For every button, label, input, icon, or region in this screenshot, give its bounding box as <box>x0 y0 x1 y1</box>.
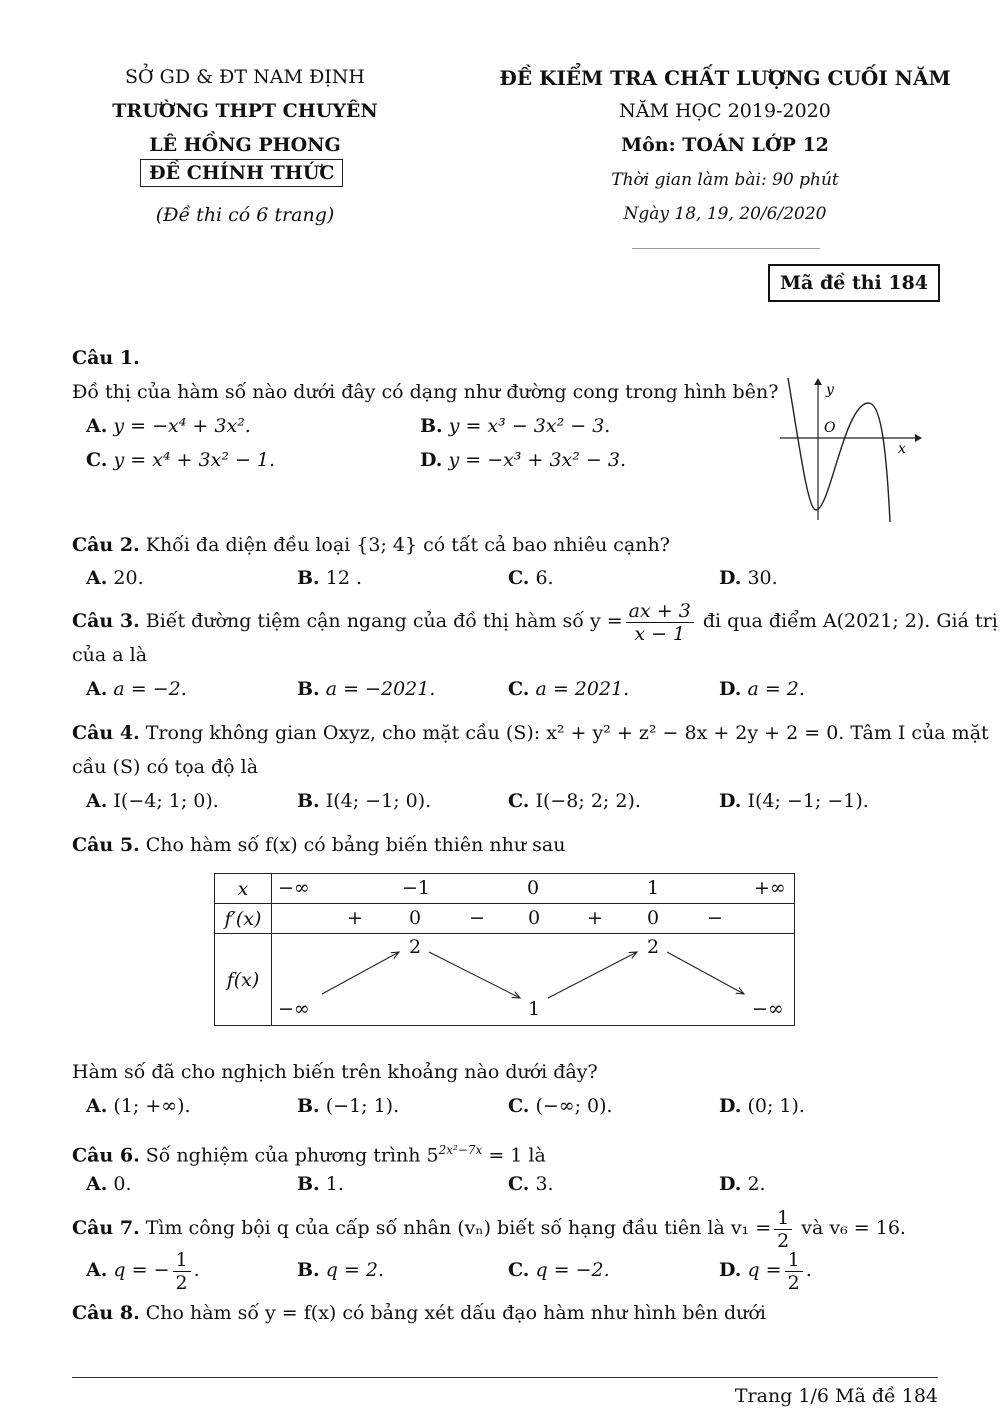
q1-option-a-text: y = −x⁴ + 3x². <box>113 415 251 437</box>
q5-option-d[interactable] <box>719 1092 805 1120</box>
q1-option-c-text: y = x⁴ + 3x² − 1. <box>113 449 276 471</box>
option-label: D. <box>719 1095 742 1117</box>
vt-f-row <box>272 934 795 1026</box>
increasing-arrow-icon <box>548 952 637 998</box>
q7-option-c-text: q = −2. <box>535 1259 610 1281</box>
q7-option-d-before: q = <box>747 1259 782 1281</box>
q2-label: Câu 2. <box>72 534 140 556</box>
x-axis-label: x <box>898 441 906 457</box>
q7-a-num: 1 <box>173 1249 191 1272</box>
option-label: D. <box>719 678 742 700</box>
q2-option-d-text: 30. <box>747 567 778 589</box>
q7-option-d-fraction <box>785 1249 803 1294</box>
option-label: B. <box>297 1259 320 1281</box>
vt-x-row <box>272 874 795 904</box>
q2-option-a[interactable] <box>86 564 144 592</box>
option-label: C. <box>508 1259 530 1281</box>
option-label: B. <box>297 1173 320 1195</box>
q2-option-c[interactable] <box>508 564 554 592</box>
q5-option-b[interactable] <box>297 1092 399 1120</box>
q1-graph <box>770 370 930 530</box>
q6-stem <box>72 1136 546 1169</box>
vt-sign: + <box>347 907 363 929</box>
subject: Môn: TOÁN LỚP 12 <box>621 134 829 156</box>
vt-sign: 0 <box>647 907 660 929</box>
q1-option-b[interactable] <box>420 412 610 440</box>
q2-option-a-text: 20. <box>113 567 144 589</box>
increasing-arrow-icon <box>322 952 399 994</box>
pages-note: (Đề thi có 6 trang) <box>155 204 335 226</box>
q3-option-b[interactable] <box>297 675 435 703</box>
q2-stem <box>72 531 670 559</box>
option-label: A. <box>86 415 108 437</box>
school-name-line2: LÊ HỒNG PHONG <box>149 134 341 156</box>
q2-option-b[interactable] <box>297 564 362 592</box>
q2-option-b-text: 12 . <box>325 567 362 589</box>
q6-option-d[interactable] <box>719 1170 766 1198</box>
q5-stem <box>72 831 565 859</box>
q1-option-a[interactable] <box>86 412 251 440</box>
q7-a-den: 2 <box>175 1271 188 1294</box>
decreasing-arrow-icon <box>667 952 744 994</box>
q3-text-before: Biết đường tiệm cận ngang của đồ thị hàm số y = <box>145 610 623 632</box>
exam-date: Ngày 18, 19, 20/6/2020 <box>623 204 827 224</box>
option-label: C. <box>508 1095 530 1117</box>
vt-arrows <box>272 934 794 1026</box>
vt-sign: − <box>707 907 723 929</box>
q6-option-d-text: 2. <box>747 1173 766 1195</box>
option-label: C. <box>508 1173 530 1195</box>
q6-option-c-text: 3. <box>535 1173 554 1195</box>
q7-option-c[interactable] <box>508 1256 610 1284</box>
q4-option-a[interactable] <box>86 787 219 815</box>
vt-x-value: −∞ <box>278 877 310 899</box>
q3-text-after: đi qua điểm A(2021; 2). Giá trị <box>702 610 998 632</box>
q7-text-after: và v₆ = 16. <box>801 1217 906 1239</box>
option-label: A. <box>86 790 108 812</box>
vt-fprime-row <box>272 904 795 934</box>
q8-stem <box>72 1299 766 1327</box>
q3-option-c-text: a = 2021. <box>535 678 630 700</box>
q8-label: Câu 8. <box>72 1302 140 1324</box>
q5-question: Hàm số đã cho nghịch biến trên khoảng nào dưới đây? <box>72 1061 598 1083</box>
q6-option-b-text: 1. <box>325 1173 344 1195</box>
q1-option-c[interactable] <box>86 446 275 474</box>
vt-f-value: 2 <box>409 936 422 958</box>
q4-option-d[interactable] <box>719 787 869 815</box>
q5-option-b-text: (−1; 1). <box>325 1095 400 1117</box>
q3-frac-den: x − 1 <box>634 622 686 645</box>
function-curve <box>788 378 890 522</box>
q3-label: Câu 3. <box>72 610 140 632</box>
q6-option-c[interactable] <box>508 1170 554 1198</box>
q3-option-d[interactable] <box>719 675 805 703</box>
option-label: C. <box>508 567 530 589</box>
q1-option-d-text: y = −x³ + 3x² − 3. <box>448 449 626 471</box>
q4-label: Câu 4. <box>72 722 140 744</box>
q4-option-a-text: I(−4; 1; 0). <box>113 790 219 812</box>
q7-option-a-before: q = − <box>113 1259 170 1281</box>
variation-table <box>214 873 795 1026</box>
q4-option-c-text: I(−8; 2; 2). <box>535 790 641 812</box>
q7-text-before: Tìm công bội q của cấp số nhân (vₙ) biết số hạng đầu tiên là v₁ = <box>145 1217 772 1239</box>
q7-frac-num: 1 <box>774 1207 792 1230</box>
vt-f-header: f(x) <box>215 934 272 1026</box>
footer-divider <box>72 1377 938 1378</box>
x-axis-arrow-icon <box>915 434 922 442</box>
q5-label: Câu 5. <box>72 834 140 856</box>
q1-option-d[interactable] <box>420 446 626 474</box>
q6-exponent: 2x²−7x <box>438 1143 483 1157</box>
q4-option-c[interactable] <box>508 787 641 815</box>
option-label: A. <box>86 1173 108 1195</box>
q7-frac-den: 2 <box>777 1229 790 1252</box>
q7-option-a-after: . <box>193 1259 200 1281</box>
q4-option-b-text: I(4; −1; 0). <box>325 790 432 812</box>
q7-option-d[interactable] <box>719 1245 812 1295</box>
dept-name: SỞ GD & ĐT NAM ĐỊNH <box>125 66 365 88</box>
vt-x-value: 0 <box>527 877 540 899</box>
q7-d-num: 1 <box>785 1249 803 1272</box>
q6-text-before: Số nghiệm của phương trình 5 <box>145 1144 439 1167</box>
option-label: A. <box>86 1259 108 1281</box>
official-exam-badge: ĐỀ CHÍNH THỨC <box>140 159 343 187</box>
q6-text-after: = 1 là <box>482 1144 546 1167</box>
option-label: D. <box>719 1173 742 1195</box>
vt-sign: + <box>587 907 603 929</box>
vt-f-value: 1 <box>528 998 541 1020</box>
vt-f-value: −∞ <box>278 998 310 1020</box>
exam-title: ĐỀ KIỂM TRA CHẤT LƯỢNG CUỐI NĂM <box>499 66 951 90</box>
q5-option-a[interactable] <box>86 1092 191 1120</box>
q1-option-b-text: y = x³ − 3x² − 3. <box>448 415 611 437</box>
q7-option-a-fraction <box>173 1249 191 1294</box>
q5-option-c[interactable] <box>508 1092 613 1120</box>
q7-d-den: 2 <box>787 1271 800 1294</box>
q5-option-c-text: (−∞; 0). <box>535 1095 613 1117</box>
option-label: D. <box>719 567 742 589</box>
q5-text: Cho hàm số f(x) có bảng biến thiên như sau <box>145 834 566 856</box>
option-label: A. <box>86 1095 108 1117</box>
q3-stem <box>72 596 998 646</box>
q7-label: Câu 7. <box>72 1217 140 1239</box>
q2-option-d[interactable] <box>719 564 778 592</box>
q3-option-b-text: a = −2021. <box>325 678 436 700</box>
q3-option-c[interactable] <box>508 675 629 703</box>
q4-text: Trong không gian Oxyz, cho mặt cầu (S): x² + y² + z² − 8x + 2y + 2 = 0. Tâm I của mặt <box>145 722 989 744</box>
vt-x-header: x <box>215 874 272 904</box>
q3-option-a[interactable] <box>86 675 187 703</box>
option-label: B. <box>297 567 320 589</box>
q7-option-a[interactable] <box>86 1245 200 1295</box>
option-label: B. <box>297 790 320 812</box>
q7-option-d-after: . <box>805 1259 812 1281</box>
vt-f-value: 2 <box>647 936 660 958</box>
school-name-line1: TRƯỜNG THPT CHUYÊN <box>112 100 378 122</box>
option-label: C. <box>508 678 530 700</box>
option-label: B. <box>420 415 443 437</box>
origin-label: O <box>824 420 836 436</box>
vt-x-value: +∞ <box>754 877 786 899</box>
q2-option-c-text: 6. <box>535 567 554 589</box>
school-year: NĂM HỌC 2019-2020 <box>619 100 831 122</box>
q6-option-a-text: 0. <box>113 1173 132 1195</box>
q3-text-line2: của a là <box>72 644 148 666</box>
q6-label: Câu 6. <box>72 1144 140 1167</box>
vt-f-value: −∞ <box>752 998 784 1020</box>
option-label: A. <box>86 567 108 589</box>
q4-option-b[interactable] <box>297 787 431 815</box>
vt-sign: 0 <box>528 907 541 929</box>
q4-text-line2: cầu (S) có tọa độ là <box>72 756 259 778</box>
q4-stem <box>72 719 989 747</box>
q3-frac-num: ax + 3 <box>626 600 694 623</box>
vt-sign: − <box>469 907 485 929</box>
page-number: Trang 1/6 Mã đề 184 <box>734 1385 938 1407</box>
option-label: A. <box>86 678 108 700</box>
option-label: C. <box>508 790 530 812</box>
option-label: D. <box>719 790 742 812</box>
option-label: D. <box>719 1259 742 1281</box>
vt-x-value: −1 <box>402 877 431 899</box>
q7-option-b-text: q = 2. <box>325 1259 385 1281</box>
exam-code-box: Mã đề thi 184 <box>768 264 940 302</box>
header-divider <box>632 248 820 249</box>
option-label: B. <box>297 678 320 700</box>
q1-label: Câu 1. <box>72 347 140 369</box>
q3-option-d-text: a = 2. <box>747 678 805 700</box>
q8-text: Cho hàm số y = f(x) có bảng xét dấu đạo hàm như hình bên dưới <box>145 1302 766 1324</box>
y-axis-label: y <box>826 382 834 398</box>
y-axis-arrow-icon <box>814 378 822 385</box>
q6-option-a[interactable] <box>86 1170 132 1198</box>
vt-x-value: 1 <box>647 877 660 899</box>
decreasing-arrow-icon <box>429 952 520 998</box>
option-label: D. <box>420 449 443 471</box>
vt-sign: 0 <box>409 907 422 929</box>
option-label: B. <box>297 1095 320 1117</box>
q3-fraction <box>626 600 694 645</box>
q5-option-d-text: (0; 1). <box>747 1095 805 1117</box>
q2-text: Khối đa diện đều loại {3; 4} có tất cả bao nhiêu cạnh? <box>145 534 670 556</box>
q4-option-d-text: I(4; −1; −1). <box>747 790 869 812</box>
q6-option-b[interactable] <box>297 1170 344 1198</box>
exam-time: Thời gian làm bài: 90 phút <box>611 170 839 190</box>
q5-option-a-text: (1; +∞). <box>113 1095 191 1117</box>
q7-option-b[interactable] <box>297 1256 384 1284</box>
q1-text: Đồ thị của hàm số nào dưới đây có dạng như đường cong trong hình bên? <box>72 381 779 403</box>
q3-option-a-text: a = −2. <box>113 678 187 700</box>
option-label: C. <box>86 449 108 471</box>
vt-fprime-header: f′(x) <box>215 904 272 934</box>
